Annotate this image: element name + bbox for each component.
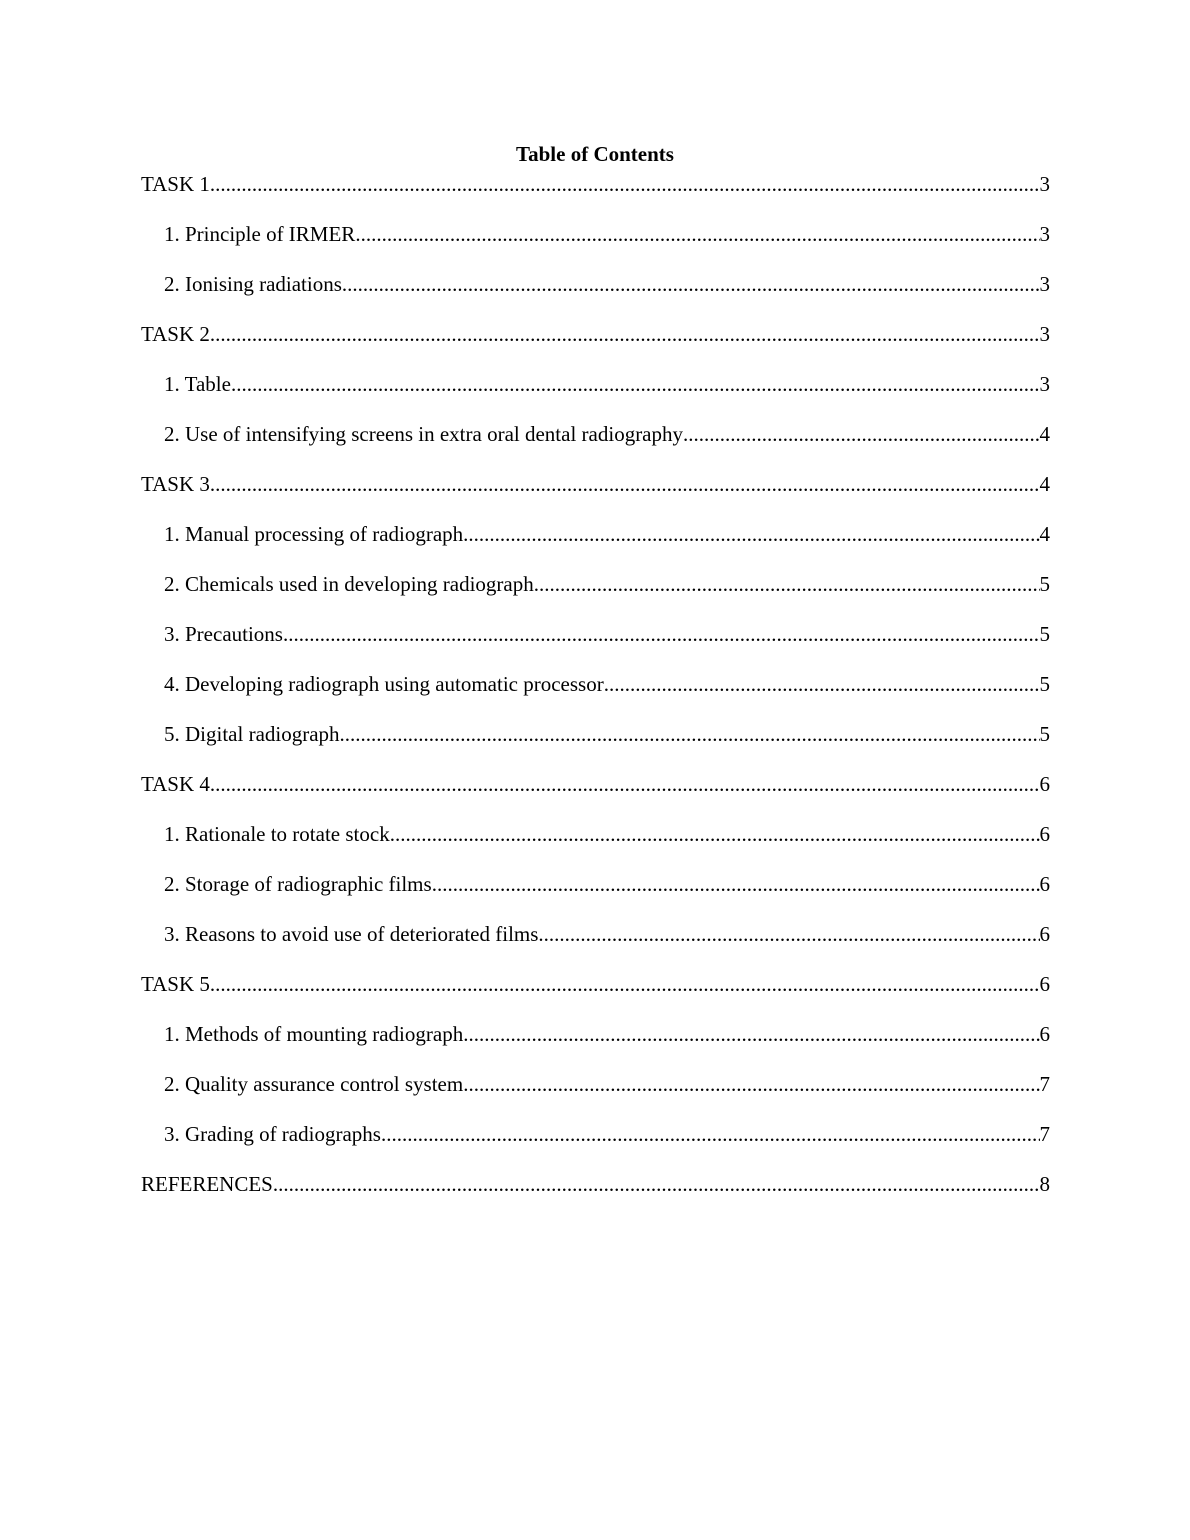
toc-entry[interactable] xyxy=(141,370,1050,420)
toc-entry-label: 2. Ionising radiations xyxy=(164,272,342,296)
toc-entry-label: TASK 3 xyxy=(141,472,210,496)
toc-entry[interactable] xyxy=(141,620,1050,670)
toc-dot-leader xyxy=(210,970,1040,998)
toc-entry[interactable] xyxy=(141,170,1050,220)
toc-dot-leader xyxy=(381,1120,1040,1148)
toc-dot-leader xyxy=(604,670,1040,698)
toc-entry-page: 3 xyxy=(1039,322,1050,346)
toc-entry-label: 3. Reasons to avoid use of deteriorated films xyxy=(164,922,539,946)
toc-entry-label: 3. Grading of radiographs xyxy=(164,1122,381,1146)
toc-dot-leader xyxy=(342,270,1040,298)
toc-entry-label: 1. Manual processing of radiograph xyxy=(164,522,464,546)
toc-entry-page: 5 xyxy=(1039,572,1050,596)
toc-entry-page: 6 xyxy=(1039,872,1050,896)
toc-dot-leader xyxy=(210,320,1040,348)
toc-entry-label: 1. Methods of mounting radiograph xyxy=(164,1022,464,1046)
toc-dot-leader xyxy=(463,520,1039,548)
toc-entry-page: 7 xyxy=(1039,1072,1050,1096)
toc-dot-leader xyxy=(355,220,1039,248)
toc-entry[interactable] xyxy=(141,470,1050,520)
toc-entry-label: TASK 1 xyxy=(141,172,210,196)
toc-entry-page: 6 xyxy=(1039,822,1050,846)
toc-entry-label: TASK 2 xyxy=(141,322,210,346)
toc-entry[interactable] xyxy=(141,670,1050,720)
toc-entry[interactable] xyxy=(141,770,1050,820)
toc-entry-page: 6 xyxy=(1039,922,1050,946)
toc-entry[interactable] xyxy=(141,870,1050,920)
toc-entry[interactable] xyxy=(141,1120,1050,1170)
toc-entry-label: 4. Developing radiograph using automatic processor xyxy=(164,672,604,696)
toc-entry[interactable] xyxy=(141,720,1050,770)
toc-entry[interactable] xyxy=(141,320,1050,370)
toc-entry[interactable] xyxy=(141,970,1050,1020)
toc-entry-label: 2. Use of intensifying screens in extra oral dental radiography xyxy=(164,422,684,446)
toc-dot-leader xyxy=(210,770,1040,798)
toc-entry[interactable] xyxy=(141,420,1050,470)
toc-entry-label: 2. Quality assurance control system xyxy=(164,1072,464,1096)
toc-entry[interactable] xyxy=(141,220,1050,270)
toc-dot-leader xyxy=(432,870,1040,898)
toc-entry-page: 6 xyxy=(1039,1022,1050,1046)
toc-entry-page: 6 xyxy=(1039,772,1050,796)
toc-dot-leader xyxy=(283,620,1040,648)
toc-dot-leader xyxy=(340,720,1040,748)
toc-entry-page: 3 xyxy=(1039,272,1050,296)
toc-entry-label: TASK 4 xyxy=(141,772,210,796)
toc-entry[interactable] xyxy=(141,570,1050,620)
toc-entry-label: 1. Table xyxy=(164,372,231,396)
toc-dot-leader xyxy=(463,1070,1039,1098)
toc-entry-page: 3 xyxy=(1039,372,1050,396)
toc-entry-label: 1. Principle of IRMER xyxy=(164,222,356,246)
toc-entry-page: 5 xyxy=(1039,622,1050,646)
toc-entry[interactable] xyxy=(141,1070,1050,1120)
toc-entry-page: 5 xyxy=(1039,672,1050,696)
toc-entry[interactable] xyxy=(141,520,1050,570)
toc-dot-leader xyxy=(210,470,1040,498)
toc-entry-page: 4 xyxy=(1039,522,1050,546)
toc-dot-leader xyxy=(390,820,1040,848)
toc-dot-leader xyxy=(534,570,1040,598)
toc-dot-leader xyxy=(463,1020,1039,1048)
toc-entry-page: 3 xyxy=(1039,222,1050,246)
toc-entry-label: REFERENCES xyxy=(141,1172,273,1196)
toc-entry-label: 2. Chemicals used in developing radiograph xyxy=(164,572,534,596)
toc-entry-page: 8 xyxy=(1039,1172,1050,1196)
toc-list xyxy=(141,170,1050,1220)
toc-entry-page: 4 xyxy=(1039,472,1050,496)
toc-entry-page: 7 xyxy=(1039,1122,1050,1146)
toc-entry-label: 3. Precautions xyxy=(164,622,283,646)
toc-entry-page: 4 xyxy=(1039,422,1050,446)
toc-dot-leader xyxy=(231,370,1040,398)
toc-entry[interactable] xyxy=(141,1170,1050,1220)
toc-entry-page: 6 xyxy=(1039,972,1050,996)
toc-dot-leader xyxy=(683,420,1039,448)
toc-dot-leader xyxy=(210,170,1040,198)
toc-dot-leader xyxy=(273,1170,1040,1198)
toc-entry-label: 5. Digital radiograph xyxy=(164,722,340,746)
toc-entry[interactable] xyxy=(141,920,1050,970)
toc-entry-page: 3 xyxy=(1039,172,1050,196)
toc-dot-leader xyxy=(538,920,1039,948)
toc-entry-page: 5 xyxy=(1039,722,1050,746)
toc-entry[interactable] xyxy=(141,270,1050,320)
toc-entry-label: 1. Rationale to rotate stock xyxy=(164,822,390,846)
toc-entry-label: 2. Storage of radiographic films xyxy=(164,872,432,896)
toc-entry[interactable] xyxy=(141,1020,1050,1070)
toc-entry-label: TASK 5 xyxy=(141,972,210,996)
toc-entry[interactable] xyxy=(141,820,1050,870)
toc-title: Table of Contents xyxy=(516,142,674,166)
